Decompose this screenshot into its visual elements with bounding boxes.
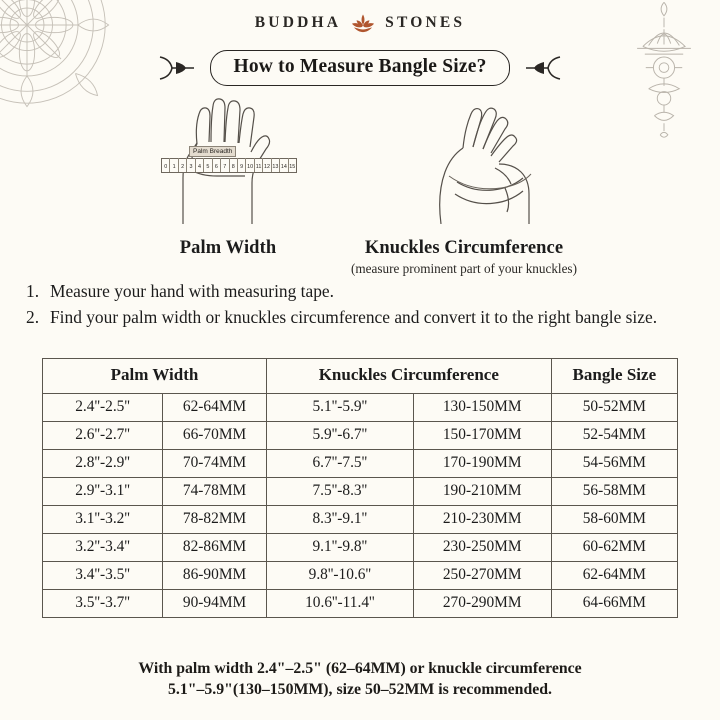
cell-bangle-size: 62-64MM [551,562,677,590]
cell-palm-inch: 3.2''-3.4'' [43,534,163,562]
cell-palm-inch: 2.4''-2.5'' [43,394,163,422]
cell-knuckle-mm: 250-270MM [413,562,551,590]
table-header-row [43,359,678,394]
brand-header [0,12,720,34]
table-row [43,478,678,506]
ruler-tick: 1 [169,158,177,172]
brand-word-left: BUDDHA [254,14,342,31]
figure-knuckles-circumference [345,92,583,277]
palm-width-illustration [137,92,319,224]
table-row [43,590,678,618]
cell-knuckle-inch: 8.3''-9.1'' [266,506,413,534]
cell-palm-mm: 90-94MM [163,590,267,618]
figure-caption: Palm Width [179,238,277,258]
cell-knuckle-inch: 5.9''-6.7'' [266,422,413,450]
hand-with-tape-drawing [345,92,583,224]
cell-knuckle-mm: 170-190MM [413,450,551,478]
cell-palm-inch: 2.9''-3.1'' [43,478,163,506]
cell-bangle-size: 50-52MM [551,394,677,422]
table-row [43,506,678,534]
figure-subcaption: (measure prominent part of your knuckles) [351,261,577,276]
cell-palm-inch: 3.1''-3.2'' [43,506,163,534]
ruler-tick: 0 [164,164,168,170]
flourish-left-icon [156,53,200,83]
recommendation-note-line2: 5.1"–5.9"(130–150MM), size 50–52MM is recommended. [167,681,552,699]
palm-breadth-label: Palm Breadth [189,146,236,157]
cell-knuckle-inch: 6.7''-7.5'' [266,450,413,478]
ruler-tick: 3 [186,158,194,172]
ruler-tick: 11 [254,158,262,172]
lotus-icon [350,12,376,34]
table-row [43,534,678,562]
cell-knuckle-inch: 9.8''-10.6'' [266,562,413,590]
ruler-tick: 6 [212,158,220,172]
cell-palm-mm: 74-78MM [163,478,267,506]
table-row [43,422,678,450]
cell-knuckle-mm: 130-150MM [413,394,551,422]
figure-caption: Knuckles Circumference [364,238,564,258]
cell-palm-mm: 66-70MM [163,422,267,450]
ruler-tick: 14 [279,158,287,172]
ruler-tick: 2 [178,158,186,172]
step-text: Measure your hand with measuring tape. [50,281,334,301]
cell-palm-inch: 3.5''-3.7'' [43,590,163,618]
brand-word-right: STONES [385,14,466,31]
table-row [43,562,678,590]
column-header-palm-width: Palm Width [43,359,267,394]
step-number: 1. [26,281,40,301]
cell-palm-mm: 62-64MM [163,394,267,422]
title-banner [0,50,720,86]
figure-palm-width [137,92,319,277]
list-item [26,306,694,329]
ruler-tick: 9 [237,158,245,172]
ruler-tick: 15 [288,158,296,172]
ruler-scale [161,158,297,173]
cell-palm-mm: 78-82MM [163,506,267,534]
table-row [43,450,678,478]
instruction-list [26,280,694,333]
cell-bangle-size: 58-60MM [551,506,677,534]
cell-bangle-size: 52-54MM [551,422,677,450]
flourish-right-icon [520,53,564,83]
cell-palm-inch: 2.8''-2.9'' [43,450,163,478]
ruler-tick: 13 [271,158,279,172]
step-text: Find your palm width or knuckles circumference and convert it to the right bangle size. [50,307,658,328]
table-row [43,394,678,422]
cell-knuckle-inch: 9.1''-9.8'' [266,534,413,562]
cell-palm-inch: 2.6''-2.7'' [43,422,163,450]
cell-palm-mm: 70-74MM [163,450,267,478]
ruler-tick: 7 [220,158,228,172]
ruler-tick: 10 [245,158,253,172]
cell-knuckle-mm: 230-250MM [413,534,551,562]
ruler-tick: 12 [262,158,270,172]
column-header-bangle-size: Bangle Size [551,359,677,394]
cell-knuckle-mm: 210-230MM [413,506,551,534]
ruler-tick: 8 [229,158,237,172]
size-chart-table [42,358,678,618]
cell-palm-mm: 82-86MM [163,534,267,562]
cell-knuckle-mm: 150-170MM [413,422,551,450]
column-header-knuckles: Knuckles Circumference [266,359,551,394]
ruler-tick: 5 [203,158,211,172]
cell-palm-mm: 86-90MM [163,562,267,590]
recommendation-note-line1: With palm width 2.4"–2.5" (62–64MM) or knuckle circumference [138,660,582,677]
cell-knuckle-inch: 10.6''-11.4'' [266,590,413,618]
page-title: How to Measure Bangle Size? [210,50,509,86]
cell-bangle-size: 60-62MM [551,534,677,562]
cell-bangle-size: 56-58MM [551,478,677,506]
cell-knuckle-inch: 5.1''-5.9'' [266,394,413,422]
ruler-tick: 4 [195,158,203,172]
cell-palm-inch: 3.4''-3.5'' [43,562,163,590]
cell-bangle-size: 64-66MM [551,590,677,618]
cell-bangle-size: 54-56MM [551,450,677,478]
illustrations-row [0,92,720,277]
step-number: 2. [26,307,40,328]
size-table-wrapper [42,358,678,618]
cell-knuckle-inch: 7.5''-8.3'' [266,478,413,506]
cell-knuckle-mm: 270-290MM [413,590,551,618]
knuckles-illustration [345,92,583,224]
cell-knuckle-mm: 190-210MM [413,478,551,506]
recommendation-note [0,658,720,701]
list-item [26,280,694,303]
